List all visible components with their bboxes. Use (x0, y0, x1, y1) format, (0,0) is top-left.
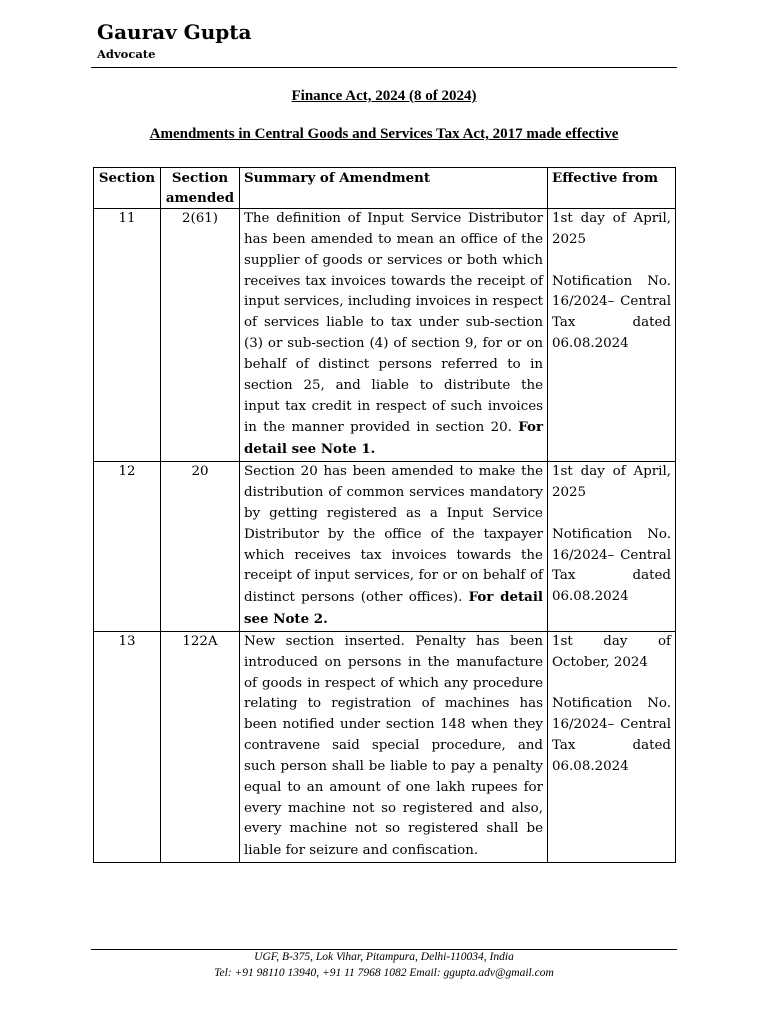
header-section-amended: Section amended (161, 168, 240, 209)
table-row (94, 209, 676, 462)
cell-section-amended: 20 (161, 462, 240, 632)
act-title: Finance Act, 2024 (8 of 2024) (291, 88, 477, 104)
cell-section-amended: 2(61) (161, 209, 240, 462)
table-header-row (94, 168, 676, 209)
cell-section: 13 (94, 631, 161, 862)
cell-summary: Section 20 has been amended to make the distribution of common services mandatory by getting registered as a Input Service Distributor by the office of the taxpayer which receives tax invoices towards the receipt of input services, for or on behalf of distinct persons (other offices). For detail see Note 2. (240, 462, 548, 632)
notification-ref: Notification No. 16/2024– Central Tax dated 06.08.2024 (552, 273, 671, 352)
notification-ref: Notification No. 16/2024– Central Tax dated 06.08.2024 (552, 526, 671, 605)
effective-date: 1st day of April, 2025 (552, 211, 671, 247)
cell-effective-from (548, 209, 676, 462)
notification-ref: Notification No. 16/2024– Central Tax dated 06.08.2024 (552, 696, 671, 774)
cell-summary: New section inserted. Penalty has been introduced on persons in the manufacture of goods in respect of which any procedure relating to registration of machines has been notified under section 148 when they contravene said special procedure, and such person shall be liable to pay a penalty equal to an amount of one lakh rupees for every machine not so registered and also, every machine not so registered shall be liable for seizure and confiscation. (240, 631, 548, 862)
header-divider (91, 67, 677, 68)
header-section: Section (94, 168, 161, 209)
table-row (94, 462, 676, 632)
amendments-table (93, 167, 676, 863)
letterhead-name: Gaurav Gupta (97, 20, 252, 44)
table-row (94, 631, 676, 862)
footer-contact: Tel: +91 98110 13940, +91 11 7968 1082 Email: ggupta.adv@gmail.com (214, 967, 554, 979)
footer-divider (91, 949, 677, 950)
letterhead-role: Advocate (97, 47, 156, 61)
footer-address: UGF, B-375, Lok Vihar, Pitampura, Delhi-110034, India (254, 951, 514, 963)
document-subject: Amendments in Central Goods and Services Tax Act, 2017 made effective (149, 126, 619, 142)
cell-section-amended: 122A (161, 631, 240, 862)
cell-section: 12 (94, 462, 161, 632)
summary-note: For detail see Note 2. (244, 589, 543, 628)
effective-date: 1st day of April, 2025 (552, 464, 671, 500)
cell-summary: The definition of Input Service Distributor has been amended to mean an office of the supplier of goods or services or both which receives tax invoices towards the receipt of input services, including invoices in respect of services liable to tax under sub-section (3) or sub-section (4) of section 9, for or on behalf of distinct persons referred to in section 25, and liable to distribute the input tax credit in respect of such invoices in the manner provided in section 20. For detail see Note 1. (240, 209, 548, 462)
effective-date: 1st day of October, 2024 (552, 633, 671, 670)
cell-effective-from (548, 462, 676, 632)
cell-effective-from (548, 631, 676, 862)
header-summary: Summary of Amendment (240, 168, 548, 209)
cell-section: 11 (94, 209, 161, 462)
header-effective-from: Effective from (548, 168, 676, 209)
summary-note: For detail see Note 1. (244, 419, 543, 458)
